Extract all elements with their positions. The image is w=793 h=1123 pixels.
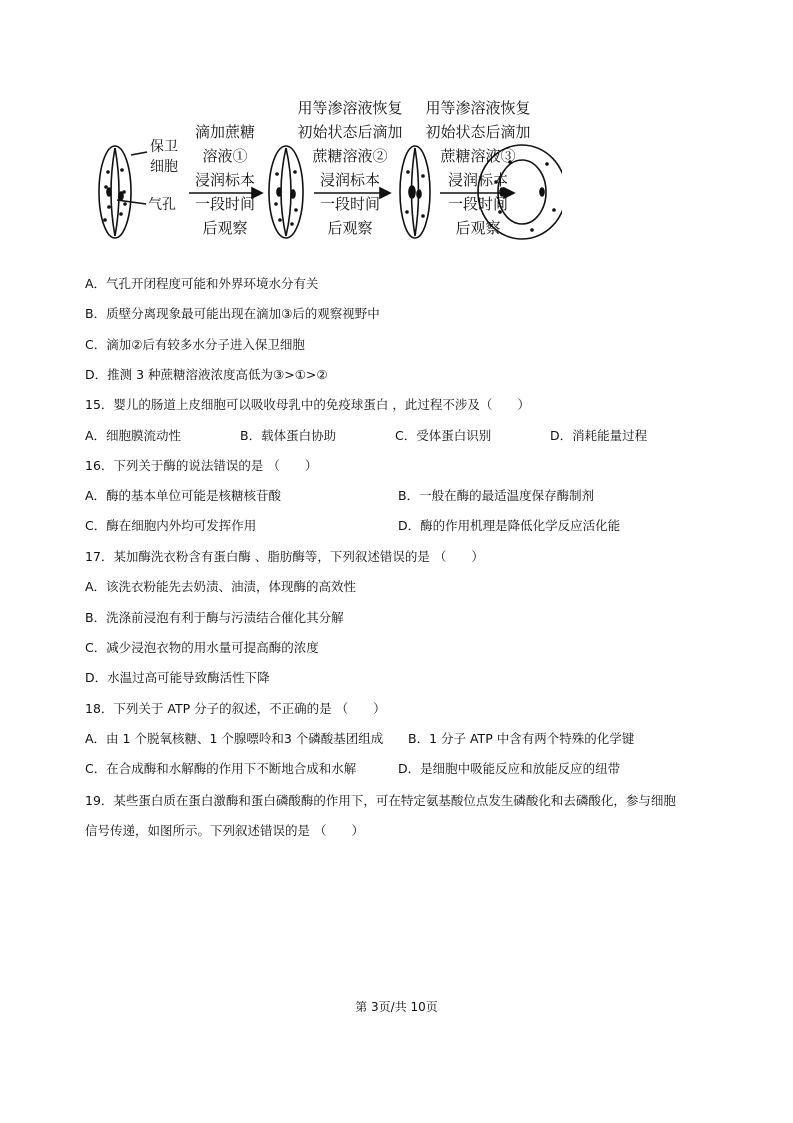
q16-option-c: C．酶在细胞内外均可发挥作用: [85, 518, 257, 533]
label-stoma: 气孔: [148, 197, 176, 213]
q18-option-b: B．1 分子 ATP 中含有两个特殊的化学键: [408, 731, 635, 746]
step3-text: 用等渗溶液恢复 初始状态后滴加 蔗糖溶液③ 浸润标本 一段时间 后观察: [425, 99, 531, 237]
q14-option-b: B．质壁分离现象最可能出现在滴加③后的观察视野中: [85, 306, 380, 321]
q17-option-a: A．该洗衣粉能先去奶渍、油渍，体现酶的高效性: [85, 579, 357, 594]
label-guard-cell-1: 保卫: [150, 139, 178, 155]
q15-option-c: C．受体蛋白识别: [395, 428, 492, 443]
q14-option-a: A．气孔开闭程度可能和外界环境水分有关: [85, 276, 319, 291]
q17-option-d: D．水温过高可能导致酶活性下降: [85, 670, 270, 685]
q19-stem-line1: 19．某些蛋白质在蛋白激酶和蛋白磷酸酶的作用下，可在特定氨基酸位点发生磷酸化和去磷酸化，参与细胞: [85, 793, 676, 808]
q18-option-d: D．是细胞中吸能反应和放能反应的纽带: [398, 761, 621, 776]
q15-option-d: D．消耗能量过程: [550, 428, 648, 443]
q16-option-a: A．酶的基本单位可能是核糖核苷酸: [85, 488, 282, 503]
label-guard-cell-2: 细胞: [150, 159, 178, 175]
step2-text: 用等渗溶液恢复 初始状态后滴加 蔗糖溶液② 浸润标本 一段时间 后观察: [297, 99, 403, 237]
page-number: 第 3页/共 10页: [355, 1000, 438, 1014]
stoma-cell-1: [99, 146, 147, 238]
q14-option-d: D．推测 3 种蔗糖溶液浓度高低为③>①>②: [85, 367, 328, 382]
q19-stem-line2: 信号传递，如图所示。下列叙述错误的是 （ ）: [85, 823, 364, 838]
q18-option-a: A．由 1 个脱氧核糖、1 个腺嘌呤和3 个磷酸基团组成: [85, 731, 384, 746]
q16-option-d: D．酶的作用机理是降低化学反应活化能: [398, 518, 621, 533]
q16-option-b: B．一般在酶的最适温度保存酶制剂: [398, 488, 595, 503]
q15-option-a: A．细胞膜流动性: [85, 428, 182, 443]
stomata-experiment-figure: [92, 92, 562, 252]
q15-option-b: B．载体蛋白协助: [240, 428, 337, 443]
q17-option-c: C．减少浸泡衣物的用水量可提高酶的浓度: [85, 640, 319, 655]
q14-option-c: C．滴加②后有较多水分子进入保卫细胞: [85, 337, 305, 352]
q17-stem: 17．某加酶洗衣粉含有蛋白酶 、脂肪酶等，下列叙述错误的是 （ ）: [85, 549, 484, 564]
step1-text: 滴加蔗糖 溶液① 浸润标本 一段时间 后观察: [194, 123, 255, 237]
q18-option-c: C．在合成酶和水解酶的作用下不断地合成和水解: [85, 761, 357, 776]
q16-stem: 16．下列关于酶的说法错误的是 （ ）: [85, 458, 318, 473]
q17-option-b: B．洗涤前浸泡有利于酶与污渍结合催化其分解: [85, 610, 344, 625]
q18-stem: 18．下列关于 ATP 分子的叙述，不正确的是 （ ）: [85, 701, 386, 716]
q15-stem: 15．婴儿的肠道上皮细胞可以吸收母乳中的免疫球蛋白 ，此过程不涉及（ ）: [85, 397, 530, 412]
